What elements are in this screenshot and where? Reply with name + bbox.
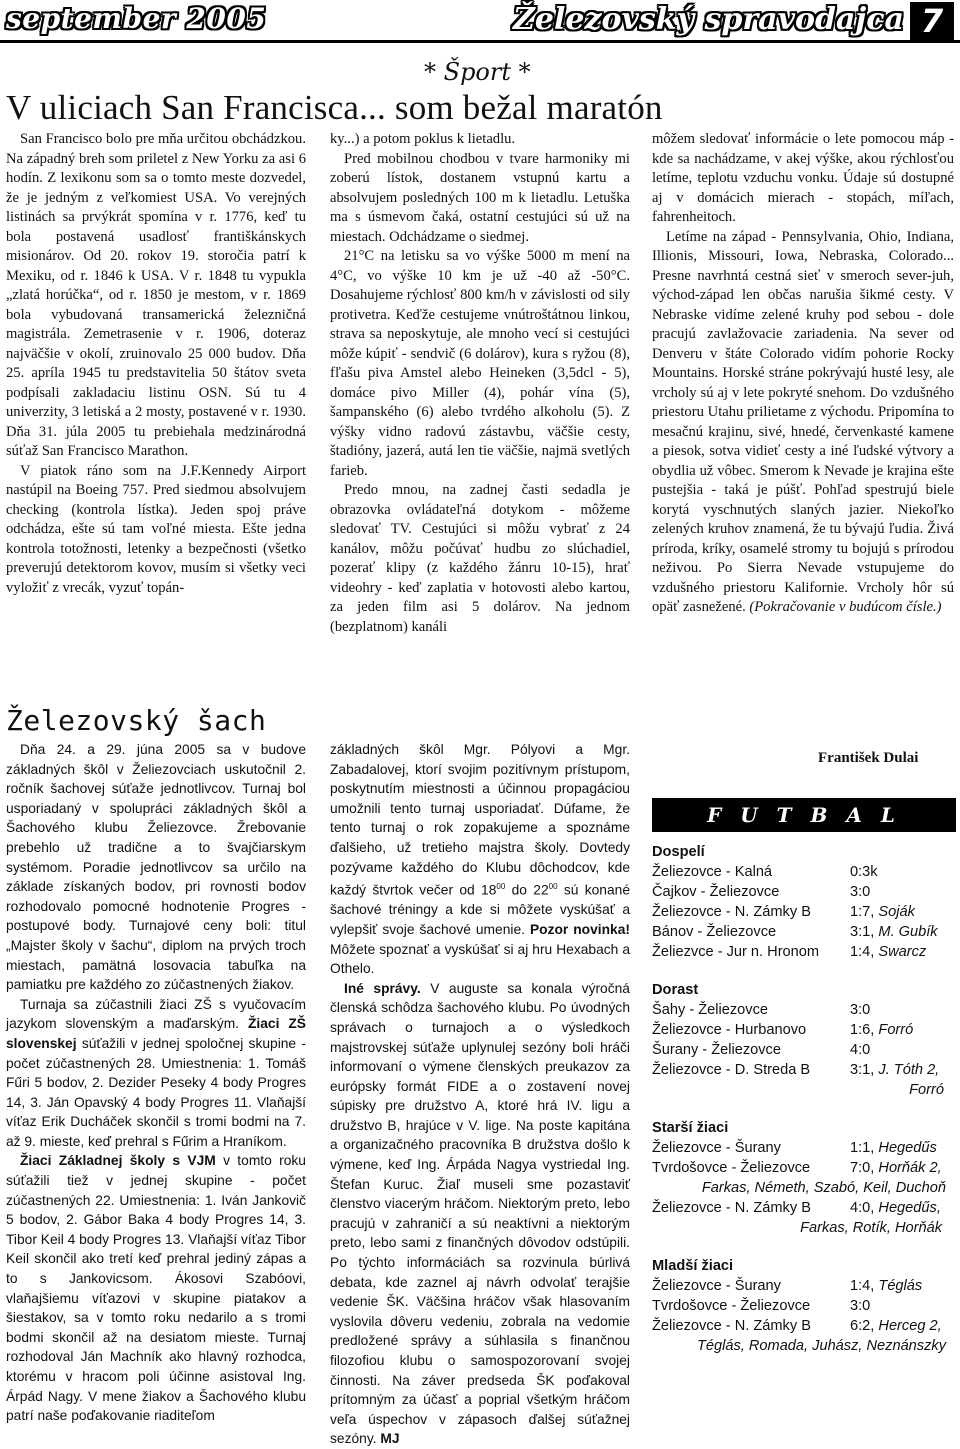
chess-headline: Železovský šach bbox=[6, 704, 267, 737]
match-teams: Bánov - Želiezovce bbox=[652, 924, 777, 940]
time-from: 18 bbox=[481, 882, 497, 898]
paragraph bbox=[330, 740, 630, 979]
match-teams: Želiezovce - Kalná bbox=[652, 864, 773, 880]
result-row bbox=[652, 1060, 956, 1080]
article-column-3 bbox=[652, 130, 954, 618]
match-teams: Želiezovce - Šurany bbox=[652, 1278, 781, 1294]
paragraph bbox=[6, 1151, 306, 1425]
time-to: 22 bbox=[533, 882, 549, 898]
bold-lead: Žiaci ZŠ slovenskej bbox=[6, 1016, 306, 1051]
match-teams: Želiezvce - Jur n. Hronom bbox=[652, 944, 820, 960]
match-score: 1:4, Téglás bbox=[850, 1278, 923, 1294]
results-mladsi-ziaci bbox=[652, 1256, 956, 1356]
paragraph: V piatok ráno som na J.F.Kennedy Airport nastúpil na Boeing 757. Pred siedmou absolvujem checking (kontrola lístka). Jeden spoj práve odchádza, ešte sú tam voľné miesta. Ešte jedna kontrola totožnosti, letenky a bezpečnosti (všetko preverujú detektorom kovov, musím si všetky veci vyložiť z vrecák, vyzuť topán- bbox=[6, 462, 306, 596]
page-number: 7 bbox=[910, 2, 954, 40]
header-rule bbox=[0, 40, 960, 43]
article-author: František Dulai bbox=[818, 750, 919, 766]
result-row bbox=[652, 1316, 956, 1336]
article-column-2 bbox=[330, 130, 630, 637]
result-row bbox=[652, 1020, 956, 1040]
result-row bbox=[652, 862, 956, 882]
match-score: 1:7, Soják bbox=[850, 904, 915, 920]
result-row bbox=[652, 1276, 956, 1296]
paragraph bbox=[330, 979, 630, 1449]
result-row bbox=[652, 1198, 956, 1218]
match-score: 1:4, Swarcz bbox=[850, 944, 927, 960]
paragraph-text: V auguste sa konala výročná členská schôdza šachového klubu. Po úvodných správach o turnajoch a o výsledkoch majstrovskej súťaže uplynulej sezóny boli hráči informovaní o výmene členských preukazov za európsky formát FIDE a o zostavení novej súpisky pre družstvo A, ktoré hrá IV. ligu a družstvo B, hrajúce v V. lige. Na poste kapitána a organizačného pracovníka B družstva došlo k výmene, keď Ing. Árpáda Nagya vystriedal Ing. Štefan Kuruc. Žiaľ museli sme pozastaviť členstvo viacerým hráčom. Niektorým preto, lebo pracujú v zahraničí a sú neaktívni a niektorým preto, lebo sami z finančných dôvodov odstúpili. Po týchto informáciách sa rozvinula búrlivá debata, kde zaznel aj návrh odvolať terajšie vedenie ŠK. Väčšina hráčov však hlasovaním vyslovila dôveru vedeniu, zobrala na vedomie predložené správy a súhlasila s finančnou filozofiou klubu o samospozorovaní svojej činnosti. Na záver predseda ŠK poďakoval prítomným za účasť a poprial všetkým hráčom veľa úspechov v zápasoch ďalšej súťažnej sezóny. bbox=[330, 980, 630, 1447]
result-row bbox=[652, 902, 956, 922]
paragraph-text: základných škôl Mgr. Pólyovi a Mgr. Zabadalovej, ktorí svojim pozitívnym prístupom, poskytnutím miestnosti a účinnou propagáciou umožnili tento turnaj usporiadať. Dúfame, že tento turnaj o rok zopakujeme a spoznáme ďalšieho, už tretieho majstra školy. Dovtedy pozývame každého do Klubu dôchodcov, kde každý štvrtok večer od bbox=[330, 742, 630, 898]
match-score: 6:2, Herceg 2, bbox=[850, 1318, 942, 1334]
paragraph-text: súťažili v jednej spoločnej skupine - počet zúčastnených 28. Umiestnenia: 1. Tomáš Fűri 5 bodov, 2. Dezider Peseky 4 body Progres 14, 3. Ján Opavský 4 body Progres 11. Vlaňajší víťaz Erik Ducháček skončil s tromi bodmi na 7. až 9. mieste, keď prehral s Fűrim a Hraníkom. bbox=[6, 1035, 306, 1149]
group-heading: Starší žiaci bbox=[652, 1120, 729, 1136]
bold-lead: Pozor novinka! bbox=[529, 921, 630, 937]
paragraph-text: do bbox=[505, 882, 534, 898]
match-score: 3:0 bbox=[850, 1002, 871, 1018]
paragraph-text: Môžete spoznať a vyskúšať si aj hru Hexabach a Othelo. bbox=[330, 941, 630, 977]
paragraph: môžem sledovať informácie o lete pomocou máp - kde sa nachádzame, v akej výške, akou rýchlosťou letíme, teplotu vzduchu vonku. Údaje sú dostupné aj v domácich mierach - stopách, míľach, fahrenheitoch. bbox=[652, 131, 954, 225]
scorers-continued: Farkas, Rotík, Horňák bbox=[800, 1220, 942, 1236]
match-teams: Šahy - Želiezovce bbox=[652, 1002, 768, 1018]
match-score: 3:1, M. Gubík bbox=[850, 924, 938, 940]
paragraph: Pred mobilnou chodbou v tvare harmoniky mi zoberú lístok, dostanem vstupnú kartu a absolvujem posledných 100 m k lietadlu. Letuška ma s úsmevom čaká, ostatní cestujúci sú už na miestach. Odchádzame o siedmej. bbox=[330, 150, 630, 245]
futbal-banner: F U T B A L bbox=[652, 798, 956, 832]
author-initials: MJ bbox=[380, 1431, 400, 1447]
paragraph: Predo mnou, na zadnej časti sedadla je obrazovka ovládateľná dotykom - môžeme sledovať TV. Cestujúci si môžu vybrať z 24 kanálov, môžu počúvať hudbu zo slúchadiel, pozerať klipy (z každého žánru 10-15), hrať videohry - keď zaplatia v hotovosti alebo kartou, za jeden film asi 5 dolárov. Na jednom (bezplatnom) kanáli bbox=[330, 482, 630, 635]
result-row bbox=[652, 1296, 956, 1316]
result-row bbox=[652, 1158, 956, 1178]
paragraph-text: sú konané šachové tréningy a kde si môžete vyskúšať a vylepšiť svoje šachové umenie. bbox=[330, 882, 630, 937]
article-headline: V uliciach San Francisca... som bežal maratón bbox=[6, 88, 663, 127]
match-teams: Želiezovce - Hurbanovo bbox=[652, 1022, 807, 1038]
bold-lead: Žiaci Základnej školy s VJM bbox=[20, 1153, 216, 1169]
match-score: 3:1, J. Tóth 2, bbox=[850, 1062, 940, 1078]
match-score: 7:0, Horňák 2, bbox=[850, 1160, 942, 1176]
result-row bbox=[652, 882, 956, 902]
issue-date: september 2005 bbox=[6, 2, 267, 35]
results-starsi-ziaci bbox=[652, 1118, 956, 1238]
bold-lead: Iné správy. bbox=[344, 980, 421, 996]
result-row bbox=[652, 1000, 956, 1020]
paragraph-text: v tomto roku súťažili tiež v jednej skupine - počet zúčastnených 22. Umiestnenia: 1. Iván Jankovič 5 bodov, 2. Gábor Baka 4 body Progres 14, 3. Tibor Keil 4 body Progres 13. Vlaňajší víťaz Tibor Keil skončil ako tretí keď prehral jediný zápas a to s Jankovicsom. Ákosovi Szabóovi, vlaňajšiemu víťazovi v skupine piatakov a šiestakov, sa v tomto roku nedarilo a s tromi bodmi skončil až na desiatom mieste. Turnaj rozhodoval Ján Machník ako hlavný rozhodca, ktorému v hracom poli účinne asistoval Ing. Árpád Nagy. V mene žiakov a Šachového klubu patrí naše poďakovanie riaditeľom bbox=[6, 1153, 306, 1424]
match-teams: Čajkov - Želiezovce bbox=[652, 884, 780, 900]
match-score: 1:1, Hegedűs bbox=[850, 1140, 937, 1156]
paragraph: 21°C na letisku sa vo výške 5000 m mení na 4°C, vo výške 10 km je už -40 až -50°C. Dosahujeme rýchlosť 800 km/h v závislosti od sily protivetra. Keďže cestujeme vnútroštátnou linkou, strava sa neposkytuje, ale mnoho vecí si cestujúci môže kúpiť - sendvič (6 dolárov), kura s ryžou (8), fľašu piva Amstel alebo Heineken (3,5dcl - 5), domáce pivo Miller (4), pohár vína (5), šampanského (6) alebo tvrdého alkoholu (5). Z výšky vidno radovú zástavbu, väčšie cesty, štadióny, jazerá, autá len tie väčšie, najmä svetlých farieb. bbox=[330, 248, 630, 479]
match-score: 3:0 bbox=[850, 884, 871, 900]
scorers-continued: Farkas, Németh, Szabó, Keil, Duchoň bbox=[701, 1180, 946, 1196]
paragraph bbox=[652, 228, 954, 618]
match-score: 1:6, Forró bbox=[850, 1022, 914, 1038]
scorers-continued: Téglás, Romada, Juhász, Neznánszky bbox=[696, 1338, 946, 1354]
paragraph bbox=[6, 995, 306, 1152]
match-score: 4:0 bbox=[850, 1042, 871, 1058]
match-teams: Tvrdošovce - Želiezovce bbox=[652, 1298, 811, 1314]
article-column-1 bbox=[6, 130, 306, 598]
match-score: 0:3k bbox=[850, 864, 878, 880]
scorers-continued: Forró bbox=[909, 1082, 944, 1098]
chess-column-1 bbox=[6, 740, 306, 1426]
time-from-minutes: 00 bbox=[496, 882, 506, 892]
match-teams: Želiezovce - D. Streda B bbox=[652, 1062, 811, 1078]
continued-note: (Pokračovanie v budúcom čísle.) bbox=[749, 599, 942, 615]
result-row bbox=[652, 1138, 956, 1158]
match-teams: Šurany - Želiezovce bbox=[652, 1042, 781, 1058]
match-score: 4:0, Hegedűs, bbox=[850, 1200, 941, 1216]
match-teams: Želiezovce - N. Zámky B bbox=[652, 1318, 811, 1334]
result-row bbox=[652, 1040, 956, 1060]
newspaper-title: Železovský spravodajca bbox=[512, 2, 904, 37]
paragraph: Dňa 24. a 29. júna 2005 sa v budove základných škôl v Želiezovciach uskutočnil 2. ročník šachovej súťaže jednotlivcov. Turnaj bol usporiadaný v spolupráci základných škôl a Šachového klubu Želiezovce. Žrebovanie prebehlo už tradične a to švajčiarskym systémom. Poradie jednotlivcov sa určilo na základe získaných bodov, pri rovnosti bodov rozhodovalo pomocné hodnotenie Progres - postupové body. Turnajové ceny boli: titul „Majster školy v šachu“, diplom na prvých troch miestach, pamätná losovacia tabuľka na pamiatku pre každého zo zúčastnených žiakov. bbox=[6, 742, 306, 993]
time-to-minutes: 00 bbox=[548, 882, 558, 892]
paragraph-text: Letíme na západ - Pennsylvania, Ohio, Indiana, Illionis, Missouri, Iowa, Nebraska, Colorado... Presne navrhntá cestná sieť v smeroch sever-juh, východ-západ len občas narušia šikmé cesty. V Nebraske vidíme zelené kruhy pod sebou - dole pracujú zavlažovacie zariadenia. Na sever od Denveru v štáte Colorado vidím pohorie Rocky Mountains. Horské stráne pokrývajú husté lesy, ale vrcholy sú aj v lete pokryté snehom. Do vzdušného priestoru Utahu prilietame z východu. Pripomína to mesačnú krajinu, sivé, hnedé, červenkasté kamene a piesok, sotva vidieť cesty a iné ľudské výtvory a obydlia už vôbec. Smerom k Nevade je krajina ešte pustejšia - taká je púšť. Pohľad spestrujú biele korytá vyschnutých slaných jazier. Niekoľko zelených kruhov znamená, že tu bývajú ľudia. Živá príroda, kríky, osamelé stromy tu bojujú s prírodou neživou. Po Sierra Nevade vstupujeme do vzdušného priestoru Kalifornie. Vrcholy hôr sú opäť zasnežené. bbox=[652, 228, 954, 615]
paragraph-text: Turnaja sa zúčastnili žiaci ZŠ s vyučovacím jazykom slovenským a maďarským. bbox=[6, 996, 306, 1032]
group-heading: Mladší žiaci bbox=[652, 1258, 734, 1274]
result-row bbox=[652, 922, 956, 942]
results-dorast bbox=[652, 980, 956, 1100]
match-teams: Tvrdošovce - Želiezovce bbox=[652, 1160, 811, 1176]
match-score: 3:0 bbox=[850, 1298, 871, 1314]
chess-column-2 bbox=[330, 740, 630, 1449]
results-dospeli bbox=[652, 842, 956, 962]
group-heading: Dospelí bbox=[652, 844, 705, 860]
match-teams: Želiezovce - N. Zámky B bbox=[652, 904, 811, 920]
match-teams: Želiezovce - Šurany bbox=[652, 1140, 781, 1156]
result-row bbox=[652, 942, 956, 962]
match-teams: Želiezovce - N. Zámky B bbox=[652, 1200, 811, 1216]
group-heading: Dorast bbox=[652, 982, 699, 998]
section-label: * Šport * bbox=[424, 58, 531, 86]
paragraph: ky...) a potom poklus k lietadlu. bbox=[330, 131, 516, 147]
paragraph: San Francisco bolo pre mňa určitou obchádzkou. Na západný breh som priletel z New Yorku za asi 6 hodín. Z lexikonu som sa o tomto meste dozvedel, že je jedným z veľkomiest USA. Vo verejných listinách sa prvýkrát spomína v r. 1776, keď tu bola postavená usadlosť františkánskych misionárov. Od 20. rokov 19. storočia patrí k Mexiku, od r. 1846 k USA. V r. 1848 tu vypukla „zlatá horúčka“, od r. 1850 je mestom, v r. 1869 bola vybudovaná transamerická železničná magistrála. Zemetrasenie v r. 1906, doteraz najväčšie v okolí, zruinovalo 25 000 budov. Dňa 25. apríla 1945 tu predstavitelia 50 štátov sveta podpísali zakladaciu listinu OSN. Sú tu 4 univerzity, 3 letiská a 2 mosty, postavené v r. 1930. Dňa 31. júla 2005 tu prebiehala medzinárodná súťaž San Francisco Marathon. bbox=[6, 131, 306, 459]
